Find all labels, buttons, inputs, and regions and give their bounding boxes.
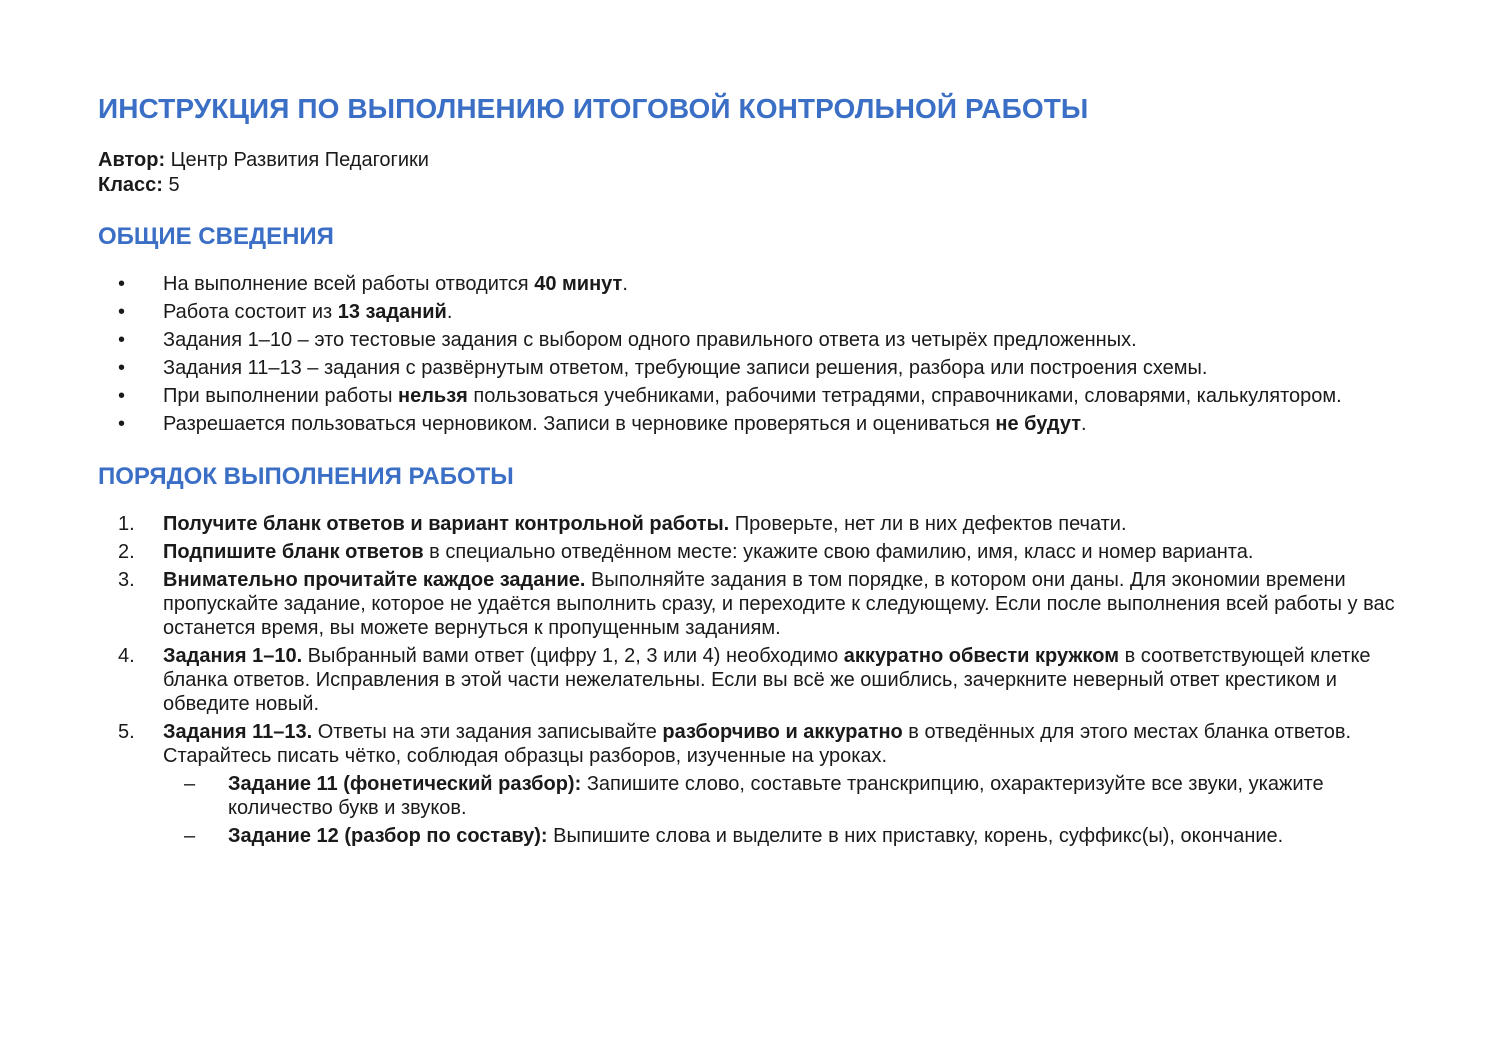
sub-list (163, 772, 1421, 848)
list-item: • Задания 1–10 – это тестовые задания с выбором одного правильного ответа из четырёх предложенных. (118, 329, 1137, 351)
step-item: 3. Внимательно прочитайте каждое задание. Выполняйте задания в том порядке, в котором они даны. Для экономии времени пропускайте задание, которое не удаётся выполнить сразу, и переходите к следующему. Если после выполнения всей работы у вас останется время, вы можете вернуться к пропущенным заданиям. (118, 569, 1395, 639)
class-value: 5 (162, 174, 180, 196)
step-number: 2. (118, 541, 135, 563)
bullet-marker: • (118, 413, 126, 435)
class-line (98, 173, 1421, 198)
procedure-list (98, 512, 1421, 848)
step-number: 4. (118, 645, 135, 667)
bullet-marker: • (118, 273, 126, 295)
step-item: 1. Получите бланк ответов и вариант контрольной работы. Проверьте, нет ли в них дефектов печати. (118, 513, 1127, 535)
general-list (98, 272, 1421, 436)
bullet-marker: • (118, 357, 126, 379)
general-heading: ОБЩИЕ СВЕДЕНИЯ (98, 223, 334, 250)
dash-marker: – (184, 773, 196, 795)
author-line (98, 148, 1421, 173)
bullet-marker: • (118, 329, 126, 351)
document-title: ИНСТРУКЦИЯ ПО ВЫПОЛНЕНИЮ ИТОГОВОЙ КОНТРОЛЬНОЙ РАБОТЫ (98, 93, 1089, 124)
list-item: • При выполнении работы нельзя пользоваться учебниками, рабочими тетрадями, справочниками, словарями, калькулятором. (118, 385, 1342, 407)
step-number: 1. (118, 513, 135, 535)
step-item: 5. Задания 11–13. Ответы на эти задания записывайте разборчиво и аккуратно в отведённых для этого местах бланка ответов. Старайтесь писать чётко, соблюдая образцы разборов, изученные на уроках. – Задание 11 (фонетический разбор): Запишите слово, составьте транскрипцию, охарактеризуйте все звуки, укажите количество букв и звуков. – Задание 12 (разбор по составу): Выпишите слова и выделите в них приставку, корень, суффикс(ы), окончание. (98, 720, 1421, 848)
list-item: • Разрешается пользоваться черновиком. Записи в черновике проверяться и оцениваться не будут. (118, 413, 1087, 435)
class-label: Класс: (98, 174, 163, 196)
step-item: 2. Подпишите бланк ответов в специально отведённом месте: укажите свою фамилию, имя, класс и номер варианта. (118, 541, 1254, 563)
author-label: Автор: (98, 149, 166, 171)
bullet-marker: • (118, 301, 126, 323)
bullet-marker: • (118, 385, 126, 407)
author-value: Центр Развития Педагогики (165, 149, 429, 171)
step-number: 3. (118, 569, 135, 591)
step-number: 5. (118, 721, 135, 743)
list-item: • Задания 11–13 – задания с развёрнутым ответом, требующие записи решения, разбора или построения схемы. (118, 357, 1208, 379)
procedure-heading: ПОРЯДОК ВЫПОЛНЕНИЯ РАБОТЫ (98, 463, 514, 490)
sub-item: – Задание 12 (разбор по составу): Выпишите слова и выделите в них приставку, корень, суффикс(ы), окончание. (184, 825, 1284, 847)
sub-item: – Задание 11 (фонетический разбор): Запишите слово, составьте транскрипцию, охарактеризуйте все звуки, укажите количество букв и звуков. (184, 773, 1324, 819)
document-meta (98, 148, 1421, 198)
dash-marker: – (184, 825, 196, 847)
step-item: 4. Задания 1–10. Выбранный вами ответ (цифру 1, 2, 3 или 4) необходимо аккуратно обвести кружком в соответствующей клетке бланка ответов. Исправления в этой части нежелательны. Если вы всё же ошиблись, зачеркните неверный ответ крестиком и обведите новый. (118, 645, 1371, 715)
list-item: • Работа состоит из 13 заданий. (118, 301, 453, 323)
list-item: • На выполнение всей работы отводится 40 минут. (118, 273, 628, 295)
